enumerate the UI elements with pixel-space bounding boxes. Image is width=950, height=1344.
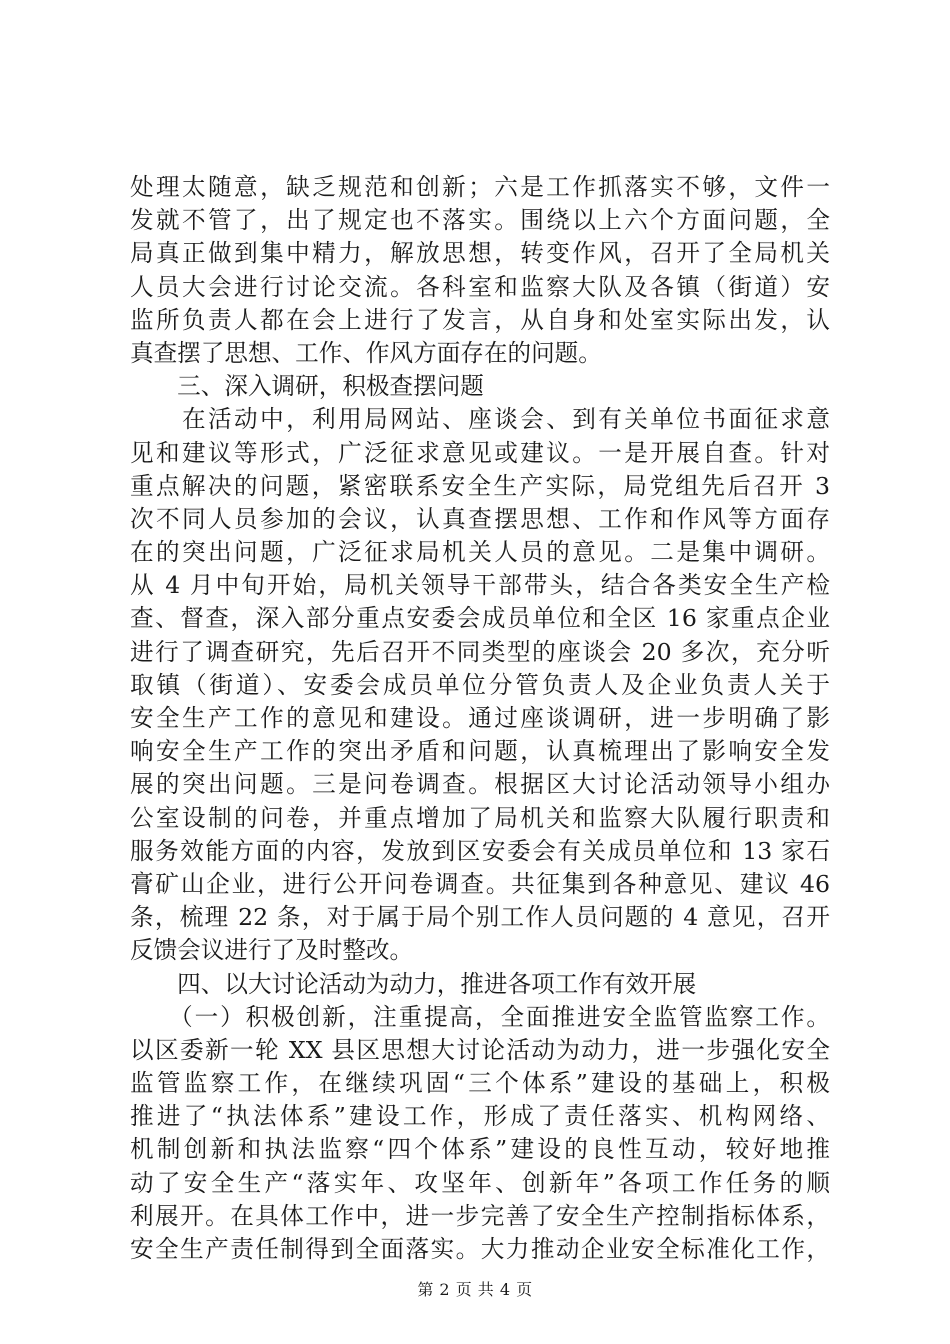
text-line: 四、以大讨论活动为动力，推进各项工作有效开展 bbox=[130, 969, 697, 998]
text-line: 膏矿山企业，进行公开问卷调查。共征集到各种意见、建议 46 bbox=[130, 869, 830, 898]
text-line: 查、督查，深入部分重点安委会成员单位和全区 16 家重点企业 bbox=[130, 604, 830, 633]
text-line: 见和建议等形式，广泛征求意见或建议。一是开展自查。针对 bbox=[130, 438, 830, 467]
text-line: 在活动中，利用局网站、座谈会、到有关单位书面征求意 bbox=[130, 405, 830, 434]
text-line: 取镇（街道）、安委会成员单位分管负责人及企业负责人关于 bbox=[130, 670, 830, 699]
text-line: 人员大会进行讨论交流。各科室和监察大队及各镇（街道）安 bbox=[130, 272, 830, 301]
text-line: 推进了“执法体系”建设工作，形成了责任落实、机构网络、 bbox=[130, 1102, 830, 1131]
text-line: 进行了调查研究，先后召开不同类型的座谈会 20 多次，充分听 bbox=[130, 637, 830, 666]
document-body bbox=[130, 171, 830, 1266]
text-line: 监管监察工作，在继续巩固“三个体系”建设的基础上，积极 bbox=[130, 1069, 830, 1098]
text-line: （一）积极创新，注重提高，全面推进安全监管监察工作。 bbox=[130, 1002, 830, 1031]
text-line: 次不同人员参加的会议，认真查摆思想、工作和作风等方面存 bbox=[130, 504, 830, 533]
text-line: 展的突出问题。三是问卷调查。根据区大讨论活动领导小组办 bbox=[130, 770, 830, 799]
text-line: 反馈会议进行了及时整改。 bbox=[130, 936, 414, 965]
text-line: 安全生产工作的意见和建设。通过座谈调研，进一步明确了影 bbox=[130, 704, 830, 732]
text-line: 重点解决的问题，紧密联系安全生产实际，局党组先后召开 3 bbox=[130, 471, 830, 500]
text-line: 动了安全生产“落实年、攻坚年、创新年”各项工作任务的顺 bbox=[130, 1168, 830, 1197]
text-line: 机制创新和执法监察“四个体系”建设的良性互动，较好地推 bbox=[130, 1135, 830, 1164]
text-line: 服务效能方面的内容，发放到区安委会有关成员单位和 13 家石 bbox=[130, 836, 830, 865]
text-line: 处理太随意，缺乏规范和创新；六是工作抓落实不够，文件一 bbox=[130, 173, 830, 201]
text-line: 从 4 月中旬开始，局机关领导干部带头，结合各类安全生产检 bbox=[130, 571, 830, 600]
text-line: 以区委新一轮 XX 县区思想大讨论活动为动力，进一步强化安全 bbox=[130, 1035, 830, 1064]
text-line: 发就不管了，出了规定也不落实。围绕以上六个方面问题，全 bbox=[130, 206, 830, 235]
text-line: 三、深入调研，积极查摆问题 bbox=[130, 372, 484, 401]
text-line: 响安全生产工作的突出矛盾和问题，认真梳理出了影响安全发 bbox=[130, 737, 830, 766]
text-line: 监所负责人都在会上进行了发言，从自身和处室实际出发，认 bbox=[130, 305, 830, 334]
text-line: 安全生产责任制得到全面落实。大力推动企业安全标准化工作， bbox=[130, 1235, 830, 1263]
text-line: 利展开。在具体工作中，进一步完善了安全生产控制指标体系， bbox=[130, 1201, 830, 1230]
text-line: 条，梳理 22 条，对于属于局个别工作人员问题的 4 意见，召开 bbox=[130, 903, 830, 932]
text-line: 在的突出问题，广泛征求局机关人员的意见。二是集中调研。 bbox=[130, 538, 830, 567]
page-footer: 第 2 页 共 4 页 bbox=[417, 1280, 533, 1299]
text-line: 局真正做到集中精力，解放思想，转变作风，召开了全局机关 bbox=[130, 239, 830, 268]
text-line: 公室设制的问卷，并重点增加了局机关和监察大队履行职责和 bbox=[130, 803, 830, 832]
text-line: 真查摆了思想、工作、作风方面存在的问题。 bbox=[130, 338, 602, 367]
